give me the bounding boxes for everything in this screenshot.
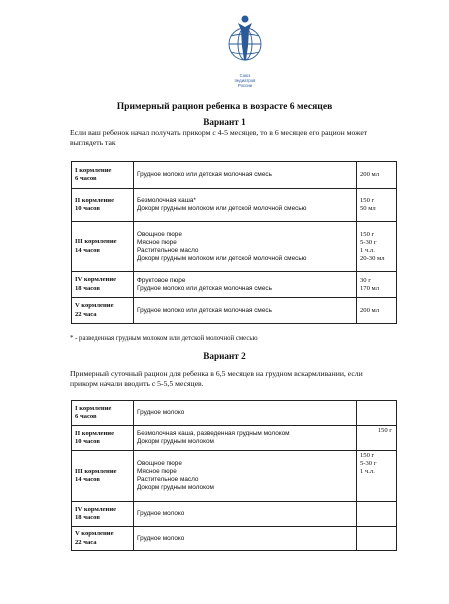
amount-value: 5-30 г (360, 460, 377, 467)
variant-2-table (71, 400, 397, 551)
amount-value: 30 г (360, 276, 371, 284)
amount-cell (357, 222, 397, 272)
food-item: Грудное молоко (137, 510, 185, 517)
table-row (72, 426, 397, 451)
variant-2-intro (70, 369, 388, 389)
intro-line: Если ваш ребенок начал получать прикорм с 4-5 месяцев, то в 6 месяцев его рацион может (70, 128, 368, 137)
food-cell (134, 451, 357, 502)
amount-cell (357, 189, 397, 222)
food-item: Растительное масло (137, 246, 199, 254)
table-row (72, 189, 397, 222)
amount-cell (357, 401, 397, 426)
food-cell (134, 502, 357, 527)
feeding-hour: 22 часа (75, 538, 97, 546)
amount-value: 200 мл (360, 171, 380, 178)
food-item: Грудное молоко или детская молочная смесь (137, 171, 272, 178)
feeding-hour: 18 часов (75, 514, 100, 521)
feeding-hour: 14 часов (75, 246, 100, 254)
table-row (72, 401, 397, 426)
amount-value: 150 г (360, 197, 375, 204)
amount-cell (357, 272, 397, 298)
food-item: Докорм грудным молоком или детской молочной смесью (137, 254, 307, 262)
feeding-label: II кормление (75, 196, 114, 204)
amount-value: 200 мл (360, 306, 380, 314)
table-row (72, 298, 397, 324)
amount-value: 20-30 мл (360, 254, 385, 262)
feeding-label: I кормление (75, 166, 112, 174)
food-item: Грудное молоко (137, 409, 185, 416)
food-item: Растительное масло (137, 476, 199, 483)
feeding-time-cell (72, 451, 134, 502)
feeding-label: I кормление (75, 404, 112, 412)
feeding-time-cell (72, 527, 134, 551)
amount-cell (357, 502, 397, 527)
table-row (72, 451, 397, 502)
food-item: Докорм грудным молоком (137, 438, 214, 445)
amount-value: 170 мл (360, 284, 380, 292)
amount-cell (357, 527, 397, 551)
food-item: Мясное пюре (137, 468, 177, 475)
amount-cell (357, 426, 397, 451)
food-item: Грудное молоко или детская молочная смесь (137, 284, 272, 292)
food-item: Овощное пюре (137, 460, 182, 467)
table-row (72, 502, 397, 527)
feeding-hour: 22 часа (75, 310, 97, 318)
food-cell (134, 298, 357, 324)
food-item: Фруктовое пюре (137, 276, 186, 284)
logo-line: педиатров (234, 78, 256, 83)
table-row (72, 527, 397, 551)
table-row (72, 222, 397, 272)
food-cell (134, 162, 357, 189)
feeding-hour: 18 часов (75, 284, 100, 292)
feeding-hour: 6 часов (75, 175, 97, 182)
feeding-time-cell (72, 222, 134, 272)
feeding-time-cell (72, 272, 134, 298)
feeding-hour: 14 часов (75, 476, 100, 483)
logo-line: России (237, 83, 253, 88)
amount-value: 150 г (377, 427, 392, 434)
intro-line: Примерный суточный рацион для ребенка в 6,5 месяцев на грудном вскармливании, если (70, 369, 363, 378)
feeding-time-cell (72, 162, 134, 189)
feeding-label: III кормление (75, 467, 117, 475)
food-item: Овощное пюре (137, 230, 182, 238)
amount-value: 150 г (360, 452, 375, 459)
footnote: * - разведенная грудным молоком или детской молочной смесью (70, 335, 258, 342)
page-title: Примерный рацион ребенка в возрасте 6 месяцев (116, 101, 333, 112)
feeding-time-cell (72, 401, 134, 426)
food-item: Грудное молоко или детская молочная смесь (137, 306, 272, 314)
feeding-label: IV кормление (75, 505, 117, 513)
feeding-hour: 10 часов (75, 205, 100, 212)
amount-cell (357, 298, 397, 324)
feeding-time-cell (72, 502, 134, 527)
amount-value: 150 г (360, 230, 375, 238)
amount-value: 1 ч.л. (360, 468, 375, 475)
table-row (72, 162, 397, 189)
table-row (72, 272, 397, 298)
feeding-label: V кормление (75, 302, 114, 310)
feeding-label: III кормление (75, 238, 117, 246)
feeding-hour: 6 часов (75, 413, 97, 420)
amount-value: 5-30 г (360, 238, 377, 246)
logo-line: Союз (239, 73, 251, 78)
feeding-label: II кормление (75, 429, 114, 437)
variant-1-table (71, 161, 397, 324)
food-item: Безмолочная каша, разведенная грудным молоком (137, 430, 290, 437)
variant-1-heading: Вариант 1 (203, 117, 246, 127)
amount-cell (357, 451, 397, 502)
food-item: Безмолочная каша* (137, 197, 196, 204)
food-cell (134, 189, 357, 222)
feeding-hour: 10 часов (75, 438, 100, 445)
variant-2-heading: Вариант 2 (203, 351, 246, 361)
food-item: Грудное молоко (137, 534, 185, 542)
food-item: Мясное пюре (137, 238, 177, 246)
intro-line: прикорм начали вводить с 5-5,5 месяцев. (70, 378, 204, 388)
feeding-label: IV кормление (75, 276, 117, 284)
food-cell (134, 527, 357, 551)
feeding-time-cell (72, 298, 134, 324)
food-cell (134, 401, 357, 426)
food-item: Докорм грудным молоком или детской молочной смесью (137, 205, 307, 212)
amount-value: 50 мл (360, 205, 376, 212)
food-cell (134, 222, 357, 272)
amount-value: 1 ч.л. (360, 246, 375, 254)
logo-caption (222, 73, 268, 88)
food-item: Докорм грудным молоком (137, 484, 214, 491)
feeding-label: V кормление (75, 530, 114, 538)
amount-cell (357, 162, 397, 189)
variant-1-intro (70, 128, 388, 148)
intro-line: выглядеть так (70, 137, 116, 147)
feeding-time-cell (72, 426, 134, 451)
food-cell (134, 426, 357, 451)
food-cell (134, 272, 357, 298)
feeding-time-cell (72, 189, 134, 222)
